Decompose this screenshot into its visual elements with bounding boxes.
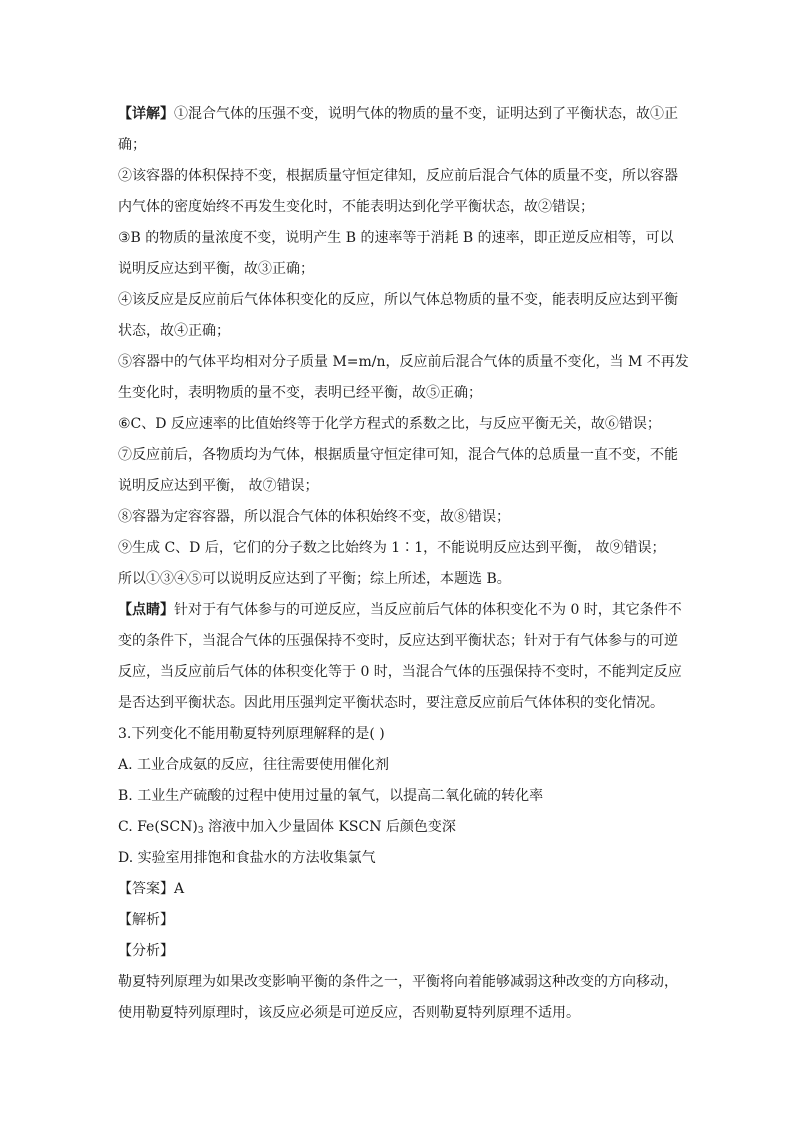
option-c: C. $Fe(SCN)_3$ 溶液中加入少量固体 KSCN 后颜色变深 [118,819,456,836]
tip-tag: 【点睛】 [118,602,174,618]
option-c-subscript: 3 [197,826,204,836]
detail-line-1: 【详解】①混合气体的压强不变，说明气体的物质的量不变，证明达到了平衡状态，故①正 [118,106,678,122]
detail-line-4: 内气体的密度始终不再发生变化时，不能表明达到化学平衡状态，故②错误； [118,199,594,215]
analysis-line-2: 使用勒夏特列原理时，该反应必须是可逆反应，否则勒夏特列原理不适用。 [118,1005,580,1021]
tip-line-3: 反应，当反应前后气体的体积变化等于 0 时，当混合气体的压强保持不变时，不能判定反应 [118,664,682,680]
tip-line-2: 变的条件下，当混合气体的压强保持不变时，反应达到平衡状态；针对于有气体参与的可逆 [118,633,678,649]
detail-line-8: 状态，故④正确； [118,323,230,339]
detail-line-7: ④该反应是反应前后气体体积变化的反应，所以气体总物质的量不变，能表明反应达到平衡 [118,292,678,308]
detail-line-6: 说明反应达到平衡，故③正确； [118,261,314,277]
detail-line-13: 说明反应达到平衡， 故⑦错误； [118,478,319,494]
option-b: B. 工业生产硫酸的过程中使用过量的氧气，以提高二氧化硫的转化率 [118,788,544,804]
analysis-line-1: 勒夏特列原理为如果改变影响平衡的条件之一，平衡将向着能够减弱这种改变的方向移动， [118,974,678,990]
answer-line: 【答案】A [118,881,185,897]
option-a: A. 工业合成氨的反应，往往需要使用催化剂 [118,757,390,773]
detail-tag: 【详解】 [118,106,174,122]
detail-line-10: 生变化时，表明物质的量不变，表明已经平衡，故⑤正确； [118,385,482,401]
question-stem: 3.下列变化不能用勒夏特列原理解释的是( ) [118,726,385,742]
tip-line-4: 是否达到平衡状态。因此用压强判定平衡状态时，要注意反应前后气体体积的变化情况。 [118,695,664,711]
detail-line-9: ⑤容器中的气体平均相对分子质量 M=m/n，反应前后混合气体的质量不变化，当 M 不再发 [118,354,689,370]
option-d: D. 实验室用排饱和食盐水的方法收集氯气 [118,850,376,866]
detail-line-5: ③B 的物质的量浓度不变，说明产生 B 的速率等于消耗 B 的速率，即正逆反应相等，可以 [118,230,674,246]
detail-line-16: 所以①③④⑤可以说明反应达到了平衡；综上所述，本题选 B。 [118,571,511,587]
detail-line-15: ⑨生成 C、D 后，它们的分子数之比始终为 1∶1，不能说明反应达到平衡， 故⑨错误； [118,540,666,556]
detail-line-14: ⑧容器为定容容器，所以混合气体的体积始终不变，故⑧错误； [118,509,510,525]
analysis-sub-tag: 【分析】 [118,943,174,959]
analysis-tag: 【解析】 [118,912,174,928]
detail-line-12: ⑦反应前后，各物质均为气体，根据质量守恒定律可知，混合气体的总质量一直不变，不能 [118,447,678,463]
tip-line-1: 【点睛】针对于有气体参与的可逆反应，当反应前后气体的体积变化不为 0 时，其它条件不 [118,602,682,618]
detail-line-2: 确； [118,137,146,153]
detail-line-3: ②该容器的体积保持不变，根据质量守恒定律知，反应前后混合气体的质量不变，所以容器 [118,168,678,184]
detail-line-11: ⑥C、D 反应速率的比值始终等于化学方程式的系数之比，与反应平衡无关，故⑥错误； [118,416,661,432]
